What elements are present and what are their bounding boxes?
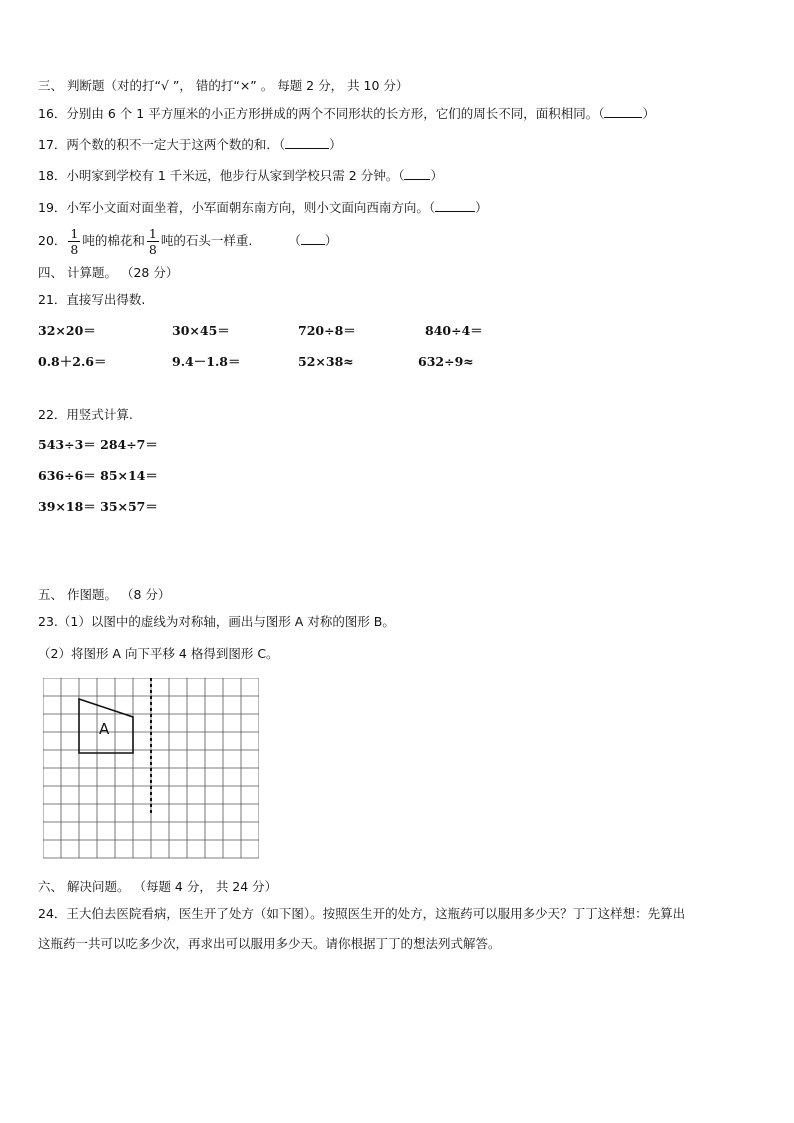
answer-blank[interactable]	[604, 105, 642, 118]
question-23-part-2: （2）将图形 A 向下平移 4 格得到图形 C。	[38, 646, 279, 661]
question-17	[38, 136, 342, 153]
open-paren: （	[288, 233, 301, 248]
vertical-calc-row: 636÷6＝ 85×14＝	[38, 468, 158, 483]
fraction-one-eighth	[147, 226, 159, 257]
question-22: 22．用竖式计算.	[38, 407, 133, 422]
answer-blank[interactable]	[435, 199, 475, 212]
close-paren: ）	[430, 168, 443, 183]
calc-item: 840÷4＝	[425, 323, 483, 338]
answer-blank[interactable]	[285, 136, 329, 149]
close-paren: ）	[329, 137, 342, 152]
question-18	[38, 167, 443, 184]
close-paren: ）	[475, 200, 488, 215]
calc-item: 632÷9≈	[418, 354, 474, 369]
answer-blank[interactable]	[404, 167, 430, 180]
question-19-text: 19．小军小文面对面坐着，小军面朝东南方向，则小文面向西南方向。（	[38, 200, 436, 215]
shape-a-label: A	[99, 720, 110, 738]
vertical-calc-row: 543÷3＝ 284÷7＝	[38, 437, 158, 452]
question-24-line-2: 这瓶药一共可以吃多少次，再求出可以服用多少天。请你根据丁丁的想法列式解答。	[38, 936, 501, 951]
question-20-mid-text: 吨的棉花和	[82, 233, 145, 248]
square-grid-figure	[43, 678, 259, 868]
section-4-title: 四、 计算题。 （28 分）	[38, 265, 179, 280]
question-17-text: 17．两个数的积不一定大于这两个数的和．（	[38, 137, 286, 152]
question-20-number: 20．	[38, 233, 67, 248]
question-18-text: 18．小明家到学校有 1 千米远，他步行从家到学校只需 2 分钟。（	[38, 168, 405, 183]
answer-blank[interactable]	[301, 232, 325, 245]
close-paren: ）	[324, 233, 338, 248]
vertical-calc-row: 39×18＝ 35×57＝	[38, 499, 158, 514]
question-20-end-text: 吨的石头一样重.	[160, 233, 253, 248]
calc-item: 9.4－1.8＝	[172, 354, 241, 369]
question-16	[38, 105, 655, 122]
section-6-title: 六、 解决问题。 （每题 4 分， 共 24 分）	[38, 879, 278, 894]
question-24-line-1: 24．王大伯去医院看病，医生开了处方（如下图）。按照医生开的处方，这瓶药可以服用多少天？丁丁这样想：先算出	[38, 906, 686, 921]
fraction-denominator: 8	[148, 242, 157, 257]
section-5-title: 五、 作图题。 （8 分）	[38, 587, 171, 602]
calc-item: 52×38≈	[298, 354, 354, 369]
calc-item: 0.8＋2.6＝	[38, 354, 107, 369]
calc-item: 30×45＝	[172, 323, 230, 338]
question-21: 21．直接写出得数.	[38, 292, 146, 307]
calc-item: 720÷8＝	[298, 323, 356, 338]
question-23-part-1: 23.（1）以图中的虚线为对称轴，画出与图形 A 对称的图形 B。	[38, 614, 395, 629]
fraction-one-eighth	[68, 226, 80, 257]
fraction-numerator: 1	[70, 226, 79, 241]
close-paren: ）	[642, 106, 655, 121]
question-16-text: 16．分别由 6 个 1 平方厘米的小正方形拼成的两个不同形状的长方形，它们的周长不同，面积相同。（	[38, 106, 605, 121]
question-19	[38, 199, 488, 216]
calc-item: 32×20＝	[38, 323, 96, 338]
fraction-numerator: 1	[148, 226, 157, 241]
question-20	[38, 226, 337, 257]
fraction-denominator: 8	[70, 242, 79, 257]
section-3-title: 三、 判断题（对的打“√ ”， 错的打“×” 。 每题 2 分， 共 10 分）	[38, 78, 409, 93]
